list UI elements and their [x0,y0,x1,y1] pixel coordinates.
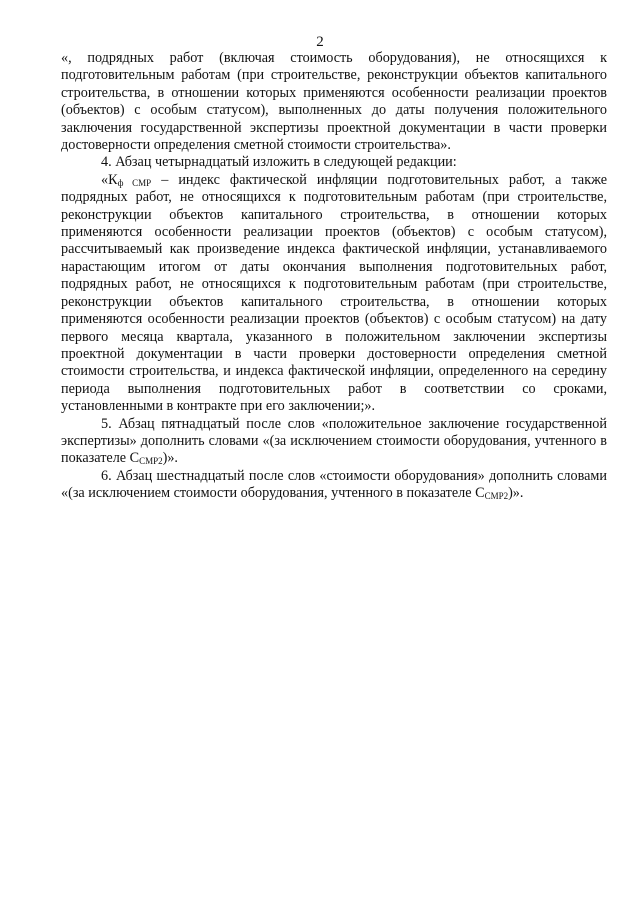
formula-subscript: СМР2 [139,456,163,467]
paragraph-text: 4. Абзац четырнадцатый изложить в следующей редакции: [101,154,457,171]
paragraph-text: 6. Абзац шестнадцатый после слов «стоимости оборудования» дополнить словами «(за исключением стоимости оборудования, учтенного в показателе С [61,467,607,502]
formula-subscript: ф СМР [117,177,152,188]
formula-symbol: «К [101,171,118,188]
paragraph-suffix: )». [508,485,524,502]
paragraph-text: – индекс фактической инфляции подготовительных работ, а также подрядных работ, не относящихся к подготовительным работам (при строительстве, реконструкции объектов капитального строительства, в отношении которых применяются особенности реализации проектов (объектов) с особым статусом), рассчитываемый как произведение индекса фактической инфляции, устанавливаемого нарастающим итогом от даты окончания выполнения подготовительных работ, подрядных работ, не относящихся к подготовительным работам (при строительстве, реконструкции объектов капитального строительства, в отношении которых применяются особенности реализации проектов (объектов) с особым статусом) на дату первого месяца квартала, указанного в положительном заключении экспертизы проектной документации в части проверки достоверности определения сметной стоимости строительства, и индекса фактической инфляции, определенного на середину периода выполнения подготовительных работ в соответствии со сроками, установленными в контракте при его заключении;». [61,171,607,415]
formula-subscript: СМР2 [484,491,509,502]
paragraph-item-6 [61,468,607,503]
page-number: 2 [316,34,324,50]
paragraph-suffix: )». [162,450,178,467]
paragraph-text: 5. Абзац пятнадцатый после слов «положительное заключение государственной экспертизы» дополнить словами «(за исключением стоимости оборудования, учтенного в показателе С [61,415,607,467]
paragraph-item-5 [61,416,607,468]
paragraph-item-4 [61,154,607,171]
paragraph-continuation [61,50,607,154]
document-body [61,50,607,503]
paragraph-definition-kf-smr [61,172,607,416]
paragraph-text: «, подрядных работ (включая стоимость оборудования), не относящихся к подготовительным работам (при строительстве, реконструкции объектов капитального строительства, в отношении которых применяются особенности реализации проектов (объектов) с особым статусом), выполненных до даты получения положительного заключения государственной экспертизы проектной документации в части проверки достоверности определения сметной стоимости строительства». [61,50,607,154]
